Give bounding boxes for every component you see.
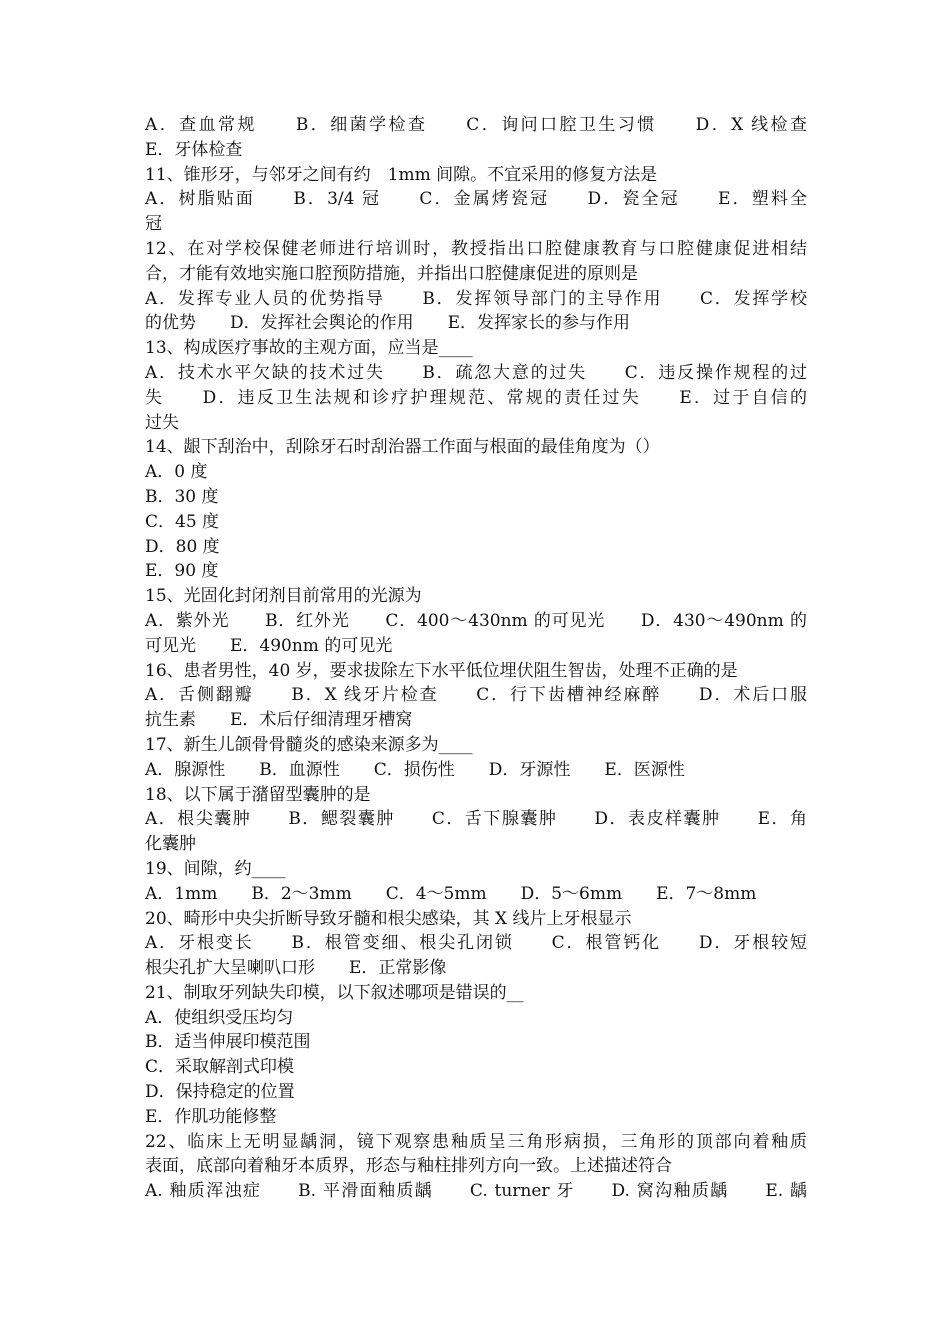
text-line: 12、在对学校保健老师进行培训时，教授指出口腔健康教育与口腔健康促进相结 bbox=[145, 238, 807, 259]
text-line: B．适当伸展印模范围 bbox=[145, 1032, 311, 1053]
text-line: 14、龈下刮治中，刮除牙石时刮治器工作面与根面的最佳角度为（） bbox=[145, 437, 660, 458]
text-line: 22、临床上无明显龋洞，镜下观察患釉质呈三角形病损，三角形的顶部向着釉质 bbox=[145, 1131, 807, 1152]
text-line: 冠 bbox=[145, 214, 162, 235]
text-line: 21、制取牙列缺失印模，以下叙述哪项是错误的__ bbox=[145, 982, 524, 1003]
text-line: A．腺源性 B．血源性 C．损伤性 D．牙源性 E．医源性 bbox=[145, 759, 685, 780]
text-line: C．45 度 bbox=[145, 511, 220, 532]
text-line: 17、新生儿颌骨骨髓炎的感染来源多为____ bbox=[145, 734, 473, 755]
text-line: A．发挥专业人员的优势指导 B．发挥领导部门的主导作用 C．发挥学校 bbox=[145, 288, 807, 309]
text-line: 18、以下属于潴留型囊肿的是 bbox=[145, 784, 371, 805]
text-line: E．作肌功能修整 bbox=[145, 1106, 277, 1127]
text-line: A．紫外光 B．红外光 C．400～430nm 的可见光 D．430～490nm 的 bbox=[145, 610, 807, 631]
text-line: 19、间隙，约____ bbox=[145, 858, 286, 879]
text-line: A．使组织受压均匀 bbox=[145, 1007, 294, 1028]
text-line: 20、畸形中央尖折断导致牙髓和根尖感染，其 X 线片上牙根显示 bbox=[145, 908, 632, 929]
text-line: A．0 度 bbox=[145, 462, 208, 483]
text-line: 根尖孔扩大呈喇叭口形 E．正常影像 bbox=[145, 958, 447, 979]
text-line: E．90 度 bbox=[145, 561, 219, 582]
text-line: 抗生素 E．术后仔细清理牙槽窝 bbox=[145, 710, 413, 731]
text-line: A. 釉质浑浊症 B. 平滑面釉质龋 C. turner 牙 D. 窝沟釉质龋 E. 龋 bbox=[145, 1181, 807, 1202]
text-line: 16、患者男性，40 岁，要求拔除左下水平低位埋伏阻生智齿，处理不正确的是 bbox=[145, 660, 738, 681]
text-line: 过失 bbox=[145, 412, 179, 433]
text-line: 可见光 E．490nm 的可见光 bbox=[145, 635, 393, 656]
text-line: A．牙根变长 B．根管变细、根尖孔闭锁 C．根管钙化 D．牙根较短 bbox=[145, 933, 807, 954]
text-line: 化囊肿 bbox=[145, 834, 196, 855]
text-line: E．牙体检查 bbox=[145, 139, 243, 160]
text-line: C．采取解剖式印模 bbox=[145, 1057, 295, 1078]
text-line: 失 D．违反卫生法规和诊疗护理规范、常规的责任过失 E．过于自信的 bbox=[145, 387, 807, 408]
text-line: A．技术水平欠缺的技术过失 B．疏忽大意的过失 C．违反操作规程的过 bbox=[145, 362, 807, 383]
text-line: A．舌侧翻瓣 B．X 线牙片检查 C．行下齿槽神经麻醉 D．术后口服 bbox=[145, 685, 807, 706]
text-line: 合，才能有效地实施口腔预防措施，并指出口腔健康促进的原则是 bbox=[145, 263, 638, 284]
text-line: 13、构成医疗事故的主观方面，应当是____ bbox=[145, 338, 473, 359]
text-line: 15、光固化封闭剂目前常用的光源为 bbox=[145, 586, 422, 607]
text-line: 11、锥形牙，与邻牙之间有约 1mm 间隙。不宜采用的修复方法是 bbox=[145, 164, 658, 185]
text-line: 的优势 D．发挥社会舆论的作用 E．发挥家长的参与作用 bbox=[145, 313, 631, 334]
text-line: A．1mm B．2～3mm C．4～5mm D．5～6mm E．7～8mm bbox=[145, 883, 757, 904]
text-line: A．根尖囊肿 B．鳃裂囊肿 C．舌下腺囊肿 D．表皮样囊肿 E．角 bbox=[145, 809, 807, 830]
text-line: A．查血常规 B．细菌学检查 C．询问口腔卫生习惯 D．X 线检查 bbox=[145, 115, 807, 135]
text-line: D．80 度 bbox=[145, 536, 220, 557]
text-line: B．30 度 bbox=[145, 486, 219, 507]
text-line: 表面，底部向着釉牙本质界，形态与釉柱排列方向一致。上述描述符合 bbox=[145, 1156, 672, 1177]
document-page bbox=[145, 113, 807, 1204]
text-line: A．树脂贴面 B．3/4 冠 C．金属烤瓷冠 D．瓷全冠 E．塑料全 bbox=[145, 189, 807, 210]
text-line: D．保持稳定的位置 bbox=[145, 1082, 295, 1103]
